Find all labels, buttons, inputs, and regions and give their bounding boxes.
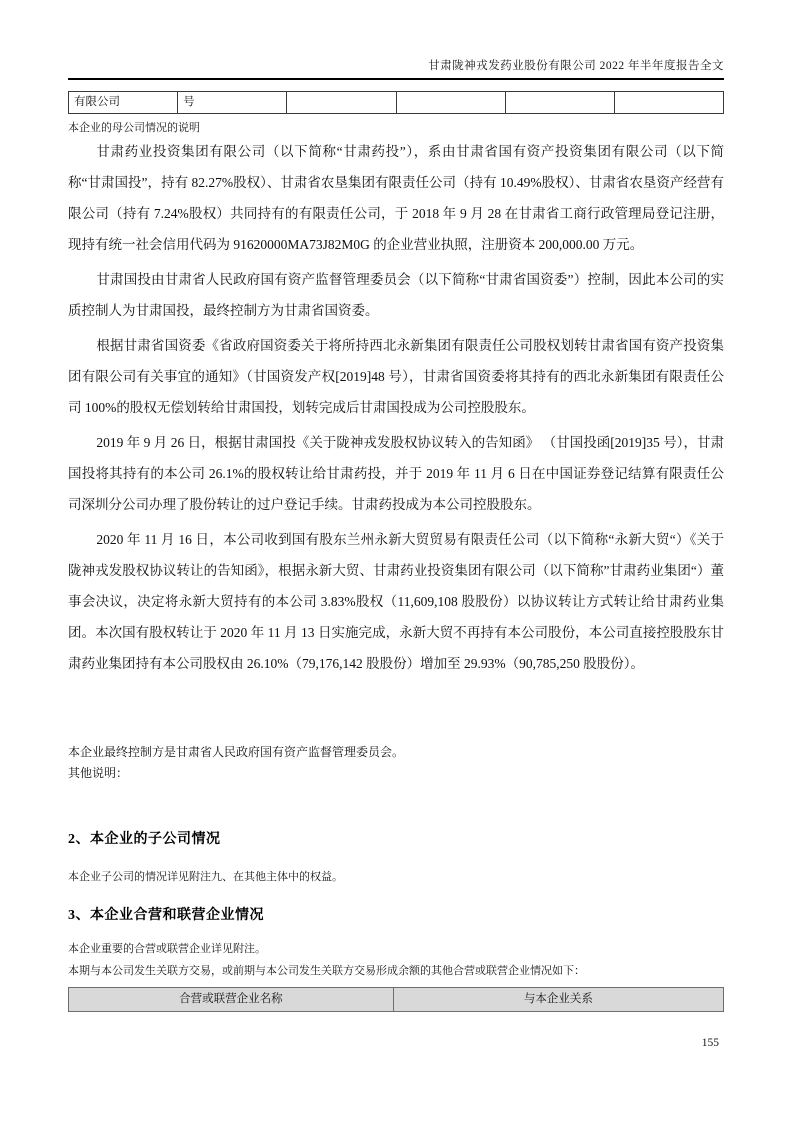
page-number: 155 xyxy=(701,1037,719,1049)
paragraph: 甘肃国投由甘肃省人民政府国有资产监督管理委员会（以下简称“甘肃省国资委”）控制，因此本公司的实质控制人为甘肃国投，最终控制方为甘肃省国资委。 xyxy=(68,272,724,318)
joint-venture-table-header xyxy=(68,987,724,1012)
paragraph: 甘肃药业投资集团有限公司（以下简称“甘肃药投”），系由甘肃省国有资产投资集团有限公司（以下简称“甘肃国投”，持有 82.27%股权）、甘肃省农垦集团有限责任公司（持有 10.49%股权）、甘肃省农垦资产经营有限公司（持有 7.24%股权）共同持有的有限责任公司，于 2018 年 9 月 28 在甘肃省工商行政管理局登记注册，现持有统一社会信用代码为 91620000MA73J82M0G 的企业营业执照，注册资本 200,000.00 万元。 xyxy=(68,144,724,252)
table-cell xyxy=(286,92,395,113)
carryover-table-row xyxy=(68,91,724,114)
section-3-line-1: 本企业重要的合营或联营企业详见附注。 xyxy=(68,943,266,955)
table-cell xyxy=(396,92,505,113)
section-3-heading: 3、本企业合营和联营企业情况 xyxy=(68,908,264,923)
table-cell: 有限公司 xyxy=(74,96,120,108)
section-3-line-2: 本期与本公司发生关联方交易，或前期与本公司发生关联方交易形成余额的其他合营或联营企业情况如下： xyxy=(68,965,585,977)
header-rule xyxy=(68,78,724,80)
document-header-title: 甘肃陇神戎发药业股份有限公司 2022 年半年度报告全文 xyxy=(428,60,724,72)
footnote-line: 本企业最终控制方是甘肃省人民政府国有资产监督管理委员会。 xyxy=(68,745,405,759)
section-2-heading: 2、本企业的子公司情况 xyxy=(68,832,221,847)
paragraph: 根据甘肃省国资委《省政府国资委关于将所持西北永新集团有限责任公司股权划转甘肃省国有资产投资集团有限公司有关事宜的通知》（甘国资发产权[2019]48 号），甘肃省国资委将其持有的西北永新集团有限责任公司 100%的股权无偿划转给甘肃国投，划转完成后甘肃国投成为公司控股股东。 xyxy=(68,338,724,415)
table-header-cell: 与本企业关系 xyxy=(393,988,723,1011)
paragraph: 2019 年 9 月 26 日，根据甘肃国投《关于陇神戎发股权协议转入的告知函》 （甘国投函[2019]35 号），甘肃国投将其持有的本公司 26.1%的股权转让给甘肃药投，并于 2019 年 11 月 6 日在中国证券登记结算有限责任公司深圳分公司办理了股份转让的过户登记手续。甘肃药投成为本公司控股股东。 xyxy=(68,435,724,512)
footnote-line: 其他说明： xyxy=(68,765,129,780)
table-header-cell: 合营或联营企业名称 xyxy=(179,993,283,1005)
table-cell: 号 xyxy=(177,92,286,113)
controller-footnotes xyxy=(68,742,724,783)
paragraph: 2020 年 11 月 16 日，本公司收到国有股东兰州永新大贸贸易有限责任公司（以下简称“永新大贸“）《关于陇神戎发股权协议转让的告知函》，根据永新大贸、甘肃药业投资集团有限公司（以下简称”甘肃药业集团“）董事会决议，决定将永新大贸持有的本公司 3.83%股权（11,609,108 股股份）以协议转让方式转让给甘肃药业集团。本次国有股权转让于 2020 年 11 月 13 日实施完成，永新大贸不再持有本公司股份，本公司直接控股股东甘肃药业集团持有本公司股权由 26.10%（79,176,142 股股份）增加至 29.93%（90,785,250 股股份）。 xyxy=(68,532,724,671)
table-cell xyxy=(614,92,723,113)
section-2-body: 本企业子公司的情况详见附注九、在其他主体中的权益。 xyxy=(68,871,343,883)
parent-company-description xyxy=(68,136,724,740)
table-cell xyxy=(505,92,614,113)
parent-company-note-label: 本企业的母公司情况的说明 xyxy=(68,122,200,134)
